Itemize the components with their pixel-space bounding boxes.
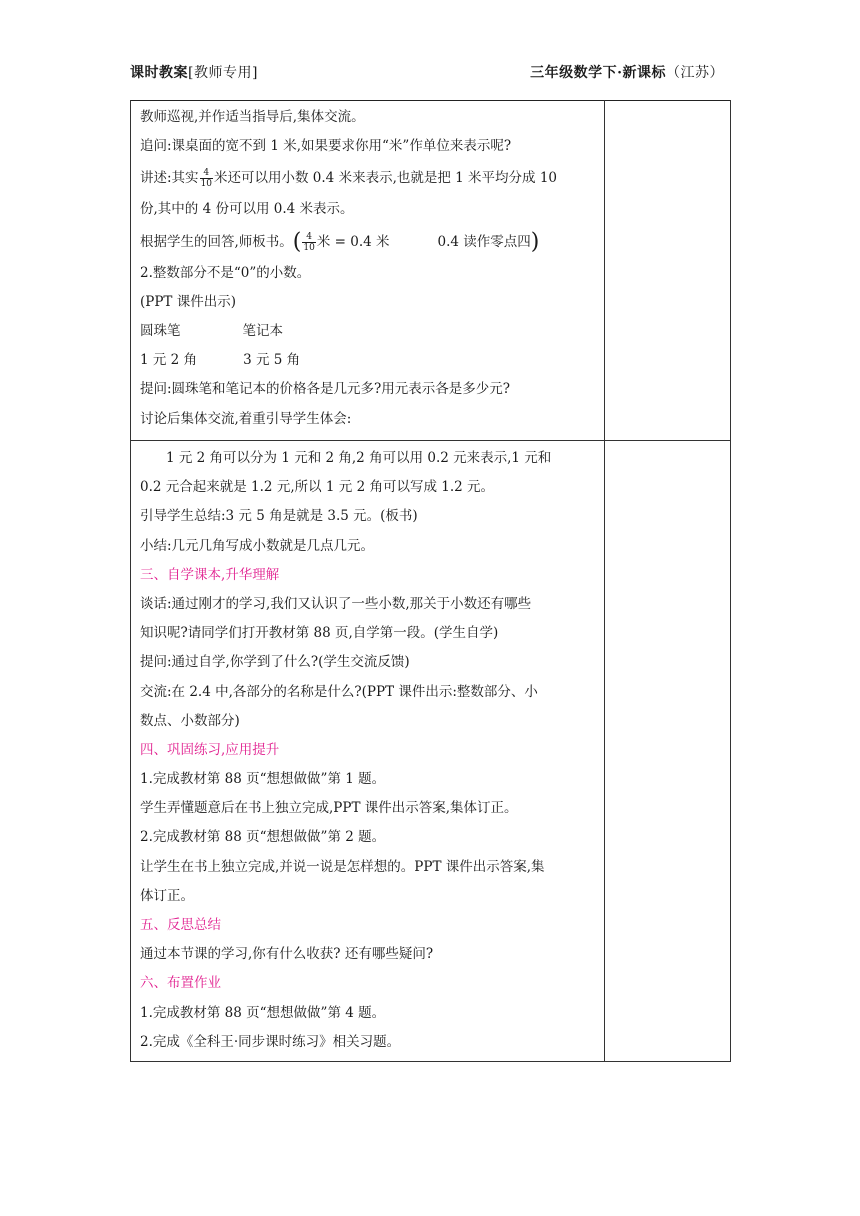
text-span: 讲述:其实 — [140, 170, 199, 187]
item-prices-line — [140, 346, 600, 375]
text-line-with-fraction — [140, 161, 600, 195]
text-line: 份,其中的 4 份可以用 0.4 米表示。 — [140, 201, 354, 218]
text-line: 知识呢?请同学们打开教材第 88 页,自学第一段。(学生自学) — [140, 625, 499, 642]
page-header — [130, 62, 730, 84]
text-line: 提问:通过自学,你学到了什么?(学生交流反馈) — [140, 654, 410, 671]
text-line: 交流:在 2.4 中,各部分的名称是什么?(PPT 课件出示:整数部分、小 — [140, 683, 538, 700]
text-line: 让学生在书上独立完成,并说一说是怎样想的。PPT 课件出示答案,集 — [140, 858, 545, 875]
fraction — [302, 232, 315, 253]
text-line: (PPT 课件出示) — [140, 293, 236, 310]
teacher-use-note: [教师专用] — [188, 65, 258, 81]
header-right — [530, 62, 724, 82]
header-left — [130, 62, 258, 82]
text-line: 数点、小数部分) — [140, 712, 240, 729]
text-span: 米还可以用小数 0.4 米来表示,也就是把 1 米平均分成 10 — [214, 170, 557, 187]
section-heading: 五、反思总结 — [140, 917, 221, 933]
section-heading: 三、自学课本,升华理解 — [140, 566, 280, 583]
text-line: 0.2 元合起来就是 1.2 元,所以 1 元 2 角可以写成 1.2 元。 — [140, 479, 494, 496]
text-line: 2.完成教材第 88 页“想想做做”第 2 题。 — [140, 829, 386, 846]
item-name-pen: 圆珠笔 — [140, 322, 181, 339]
fraction — [200, 168, 213, 189]
table-cell-content-2 — [140, 444, 600, 1057]
text-line: 通过本节课的学习,你有什么收获? 还有哪些疑问? — [140, 946, 434, 963]
text-line: 追问:课桌面的宽不到 1 米,如果要求你用“米”作单位来表示呢? — [140, 138, 512, 155]
text-line: 学生弄懂题意后在书上独立完成,PPT 课件出示答案,集体订正。 — [140, 800, 518, 817]
section-heading: 六、布置作业 — [140, 975, 221, 992]
text-line: 小结:几元几角写成小数就是几点几元。 — [140, 537, 375, 554]
price-notebook: 3 元 5 角 — [243, 352, 301, 369]
table-cell-content-1 — [140, 103, 600, 434]
lesson-plan-title: 课时教案 — [130, 65, 188, 81]
text-span: 米 = 0.4 米 — [316, 233, 390, 250]
fraction-denominator: 10 — [200, 179, 213, 190]
text-line: 1.完成教材第 88 页“想想做做”第 4 题。 — [140, 1004, 386, 1021]
lesson-table — [130, 100, 731, 1062]
text-line: 谈话:通过刚才的学习,我们又认识了一些小数,那关于小数还有哪些 — [140, 595, 532, 612]
text-line: 引导学生总结:3 元 5 角是就是 3.5 元。(板书) — [140, 508, 418, 525]
text-line: 2.整数部分不是“0”的小数。 — [140, 264, 311, 281]
text-span: 根据学生的回答,师板书。 — [140, 233, 293, 250]
close-paren: ) — [530, 229, 540, 255]
column-divider — [604, 100, 605, 1061]
text-span: 0.4 读作零点四 — [437, 233, 531, 250]
fraction-denominator: 10 — [303, 242, 315, 253]
fraction-numerator: 4 — [302, 232, 315, 243]
row-divider — [131, 440, 730, 441]
price-pen: 1 元 2 角 — [140, 352, 198, 369]
text-line: 体订正。 — [140, 887, 194, 904]
text-line: 教师巡视,并作适当指导后,集体交流。 — [140, 109, 365, 125]
fraction-numerator: 4 — [200, 168, 213, 179]
text-line: 2.完成《全科王·同步课时练习》相关习题。 — [140, 1033, 401, 1050]
region-label: （江苏） — [666, 65, 724, 81]
board-writing-line — [140, 225, 600, 259]
section-heading: 四、巩固练习,应用提升 — [140, 741, 280, 758]
book-title: 三年级数学下·新课标 — [530, 65, 666, 81]
text-line: 提问:圆珠笔和笔记本的价格各是几元多?用元表示各是多少元? — [140, 381, 511, 398]
text-line: 1.完成教材第 88 页“想想做做”第 1 题。 — [140, 771, 386, 788]
item-names-line — [140, 317, 600, 346]
open-paren: ( — [292, 229, 302, 255]
item-name-notebook: 笔记本 — [242, 322, 283, 339]
text-line: 讨论后集体交流,着重引导学生体会: — [140, 410, 352, 427]
text-line: 1 元 2 角可以分为 1 元和 2 角,2 角可以用 0.2 元来表示,1 元和 — [166, 450, 552, 466]
